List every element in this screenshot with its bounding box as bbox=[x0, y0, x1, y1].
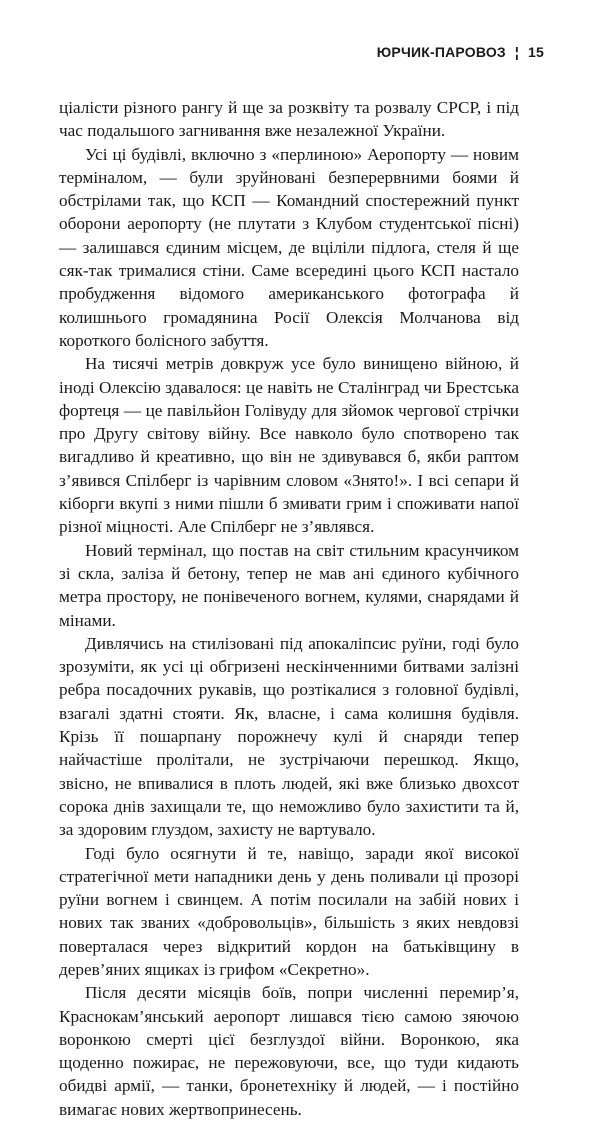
paragraph: Дивлячись на стилізовані під апокаліпсис руїни, годі було зрозуміти, як усі ці обгризені нескінченними битвами залізні ребра посадочних рукавів, що розтікалися з головної будівлі, взагалі здатні стояти. Як, власне, і сама колишня будівля. Крізь її пошарпану порожнечу кулі й снаряди тепер найчастіше пролітали, не зустрічаючи перешкод. Якщо, звісно, не впивалися в плоть людей, які вже близько двохсот сорока днів захищали те, що неможливо було захистити та й, за здоровим глуздом, захисту не вартувало. bbox=[59, 633, 519, 840]
paragraph: На тисячі метрів довкруж усе було винищено війною, й іноді Олексію здавалося: це навіть не Сталінград чи Брестська фортеця — це павільйон Голівуду для зйомок чергової стрічки про Другу світову війну. Все навколо було спотворено так вигадливо й креативно, що він не здивувався б, якби раптом з’явився Спілберг із чарівним словом «Знято!». І всі сепари й кіборги вкупі з ними пішли б змивати грим і споживати напої різної міцності. Але Спілберг не з’являвся. bbox=[59, 354, 519, 537]
page-number: 15 bbox=[528, 44, 544, 60]
paragraph: Новий термінал, що постав на світ стильним красунчиком зі скла, заліза й бетону, тепер не мав ані єдиного кубічного метра простору, не понівеченого вогнем, кулями, снарядами й мінами. bbox=[59, 540, 519, 630]
header-separator: ¦ bbox=[514, 44, 520, 60]
running-header bbox=[377, 44, 544, 60]
paragraph: Годі було осягнути й те, навіщо, заради якої високої стратегічної мети нападники день у день поливали ці прозорі руїни вогнем і свинцем. А потім посилали на забій нових і нових так званих «добровольців», більшість з яких невдовзі поверталася через відкритий кордон на батьківщину в дерев’яних ящиках із грифом «Секретно». bbox=[59, 843, 519, 979]
paragraph: Після десяти місяців боїв, попри численні перемир’я, Краснокам’янський аеропорт лишався тією самою зяючою воронкою смерті цієї безглуздої війни. Воронкою, яка щоденно пожирає, не пережовуючи, все, що туди кидають обидві армії, — танки, бронетехніку й людей, — і постійно вимагає нових жертвопринесень. bbox=[59, 983, 519, 1119]
paragraph-continued: ціалісти різного рангу й ще за розквіту та розвалу СРСР, і під час подальшого загнивання вже незалежної України. bbox=[59, 98, 519, 141]
paragraph: Усі ці будівлі, включно з «перлиною» Аеропорту — новим терміналом, — були зруйновані безперервними боями й обстрілами так, що КСП — Командний спостережний пункт оборони аеропорту (не плутати з Клубом студентської пісні) — залишався єдиним місцем, де вціліли підлога, стеля й ще сяк-так трималися стіни. Саме всередині цього КСП настало пробудження відомого американського фотографа й колишнього громадянина Росії Олексія Молчанова від короткого болісного забуття. bbox=[59, 144, 519, 350]
running-title: ЮРЧИК-ПАРОВОЗ bbox=[376, 44, 506, 60]
body-text bbox=[59, 96, 519, 1121]
